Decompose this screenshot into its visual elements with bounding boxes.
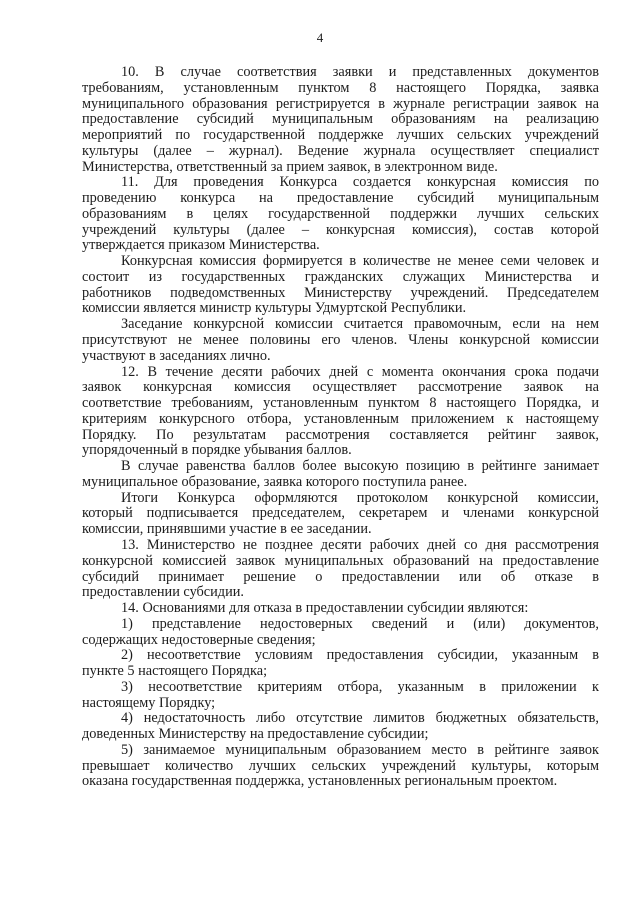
paragraph-line: 12. В течение десяти рабочих дней с момента окончания срока подачи — [121, 363, 599, 380]
paragraph-line: 3) несоответствие критериям отбора, указанным в приложении к — [121, 678, 599, 695]
paragraph-line: комиссии, принявшими участие в ее заседании. — [82, 521, 372, 538]
paragraph-line: 1) представление недостоверных сведений и (или) документов, — [121, 615, 599, 632]
paragraph-line: участвуют в заседаниях лично. — [82, 347, 271, 364]
paragraph — [82, 459, 599, 491]
paragraph-line: утверждается приказом Министерства. — [82, 237, 320, 254]
paragraph — [82, 617, 599, 649]
paragraph-line: 5) занимаемое муниципальным образованием место в рейтинге заявок — [121, 741, 599, 758]
paragraph-line: Заседание конкурсной комиссии считается правомочным, если на нем — [121, 316, 599, 333]
paragraph-line: 10. В случае соответствия заявки и представленных документов — [121, 64, 599, 80]
paragraph-line: Конкурсная комиссия формируется в количестве не менее семи человек и — [121, 253, 599, 270]
paragraph — [82, 254, 599, 317]
paragraph-line: комиссии является министр культуры Удмуртской Республики. — [82, 300, 467, 317]
paragraph-line: доведенных Министерству на предоставление субсидии; — [82, 726, 429, 743]
paragraph-line: соответствие требованиям, установленным пунктом 8 настоящего Порядка, и — [82, 395, 599, 412]
paragraph — [82, 317, 599, 364]
paragraph-line: муниципального образования регистрируется в журнале регистрации заявок на — [82, 95, 599, 112]
paragraph-line: 13. Министерство не позднее десяти рабочих дней со дня рассмотрения — [121, 536, 599, 553]
paragraph-line: требованиям, установленным пунктом 8 настоящего Порядка, заявка — [82, 79, 599, 96]
paragraph-line: работников подведомственных Министерству учреждений. Председателем — [82, 284, 599, 301]
paragraph-line: 2) несоответствие условиям предоставления субсидии, указанным в — [121, 647, 599, 664]
paragraph — [82, 491, 599, 538]
paragraph-line: конкурсной комиссией заявок муниципальных образований на предоставление — [82, 552, 599, 569]
page-number: 4 — [316, 30, 324, 45]
paragraph-line: 11. Для проведения Конкурса создается конкурсная комиссия по — [121, 174, 599, 191]
paragraph-line: заявок конкурсная комиссия осуществляет рассмотрение заявок на — [82, 379, 599, 396]
paragraph — [82, 601, 599, 617]
paragraph — [82, 680, 599, 712]
paragraph-line: проведению конкурса на предоставление субсидий муниципальным — [82, 190, 599, 207]
paragraph — [82, 65, 599, 175]
paragraph-line: субсидий принимает решение о предоставлении или об отказе в — [82, 568, 599, 585]
paragraph-line: 4) недостаточность либо отсутствие лимитов бюджетных обязательств, — [121, 710, 599, 727]
paragraph-line: предоставление субсидий муниципальным образованиям на реализацию — [82, 111, 599, 128]
paragraph-line: муниципальное образование, заявка которого поступила ранее. — [82, 473, 468, 490]
paragraph-line: оказана государственная поддержка, установленных региональным проектом. — [82, 773, 558, 790]
paragraph-line: Итоги Конкурса оформляются протоколом конкурсной комиссии, — [121, 489, 599, 506]
document-body — [82, 65, 599, 790]
paragraph — [82, 538, 599, 601]
paragraph-line: настоящему Порядку; — [82, 694, 216, 711]
paragraph-line: превышает количество лучших сельских учреждений культуры, которым — [82, 757, 599, 774]
paragraph-line: В случае равенства баллов более высокую позицию в рейтинге занимает — [121, 458, 599, 475]
paragraph-line: 14. Основаниями для отказа в предоставлении субсидии являются: — [121, 600, 529, 617]
paragraph — [82, 743, 599, 790]
paragraph — [82, 711, 599, 743]
paragraph-line: учреждений культуры (далее – конкурсная комиссия), состав которой — [82, 221, 599, 238]
paragraph-line: культуры (далее – журнал). Ведение журнала осуществляет специалист — [82, 142, 599, 159]
paragraph — [82, 175, 599, 254]
paragraph-line: присутствуют не менее половины его членов. Члены конкурсной комиссии — [82, 332, 599, 349]
paragraph-line: пункте 5 настоящего Порядка; — [82, 663, 268, 680]
paragraph — [82, 365, 599, 460]
paragraph-line: образованиям в целях государственной поддержки лучших сельских — [82, 205, 599, 222]
paragraph-line: упорядоченный в порядке убывания баллов. — [82, 442, 352, 459]
paragraph-line: критериям конкурсного отбора, установленным приложением к настоящему — [82, 410, 599, 427]
paragraph-line: который подписывается председателем, секретарем и членами конкурсной — [82, 505, 599, 522]
paragraph-line: состоит из государственных гражданских служащих Министерства и — [82, 268, 599, 285]
paragraph-line: Порядку. По результатам рассмотрения составляется рейтинг заявок, — [82, 426, 599, 443]
paragraph — [82, 648, 599, 680]
paragraph-line: предоставлении субсидии. — [82, 584, 244, 601]
paragraph-line: содержащих недостоверные сведения; — [82, 631, 316, 648]
paragraph-line: Министерства, ответственный за прием заявок, в электронном виде. — [82, 158, 498, 175]
paragraph-line: мероприятий по государственной поддержке лучших сельских учреждений — [82, 127, 599, 144]
